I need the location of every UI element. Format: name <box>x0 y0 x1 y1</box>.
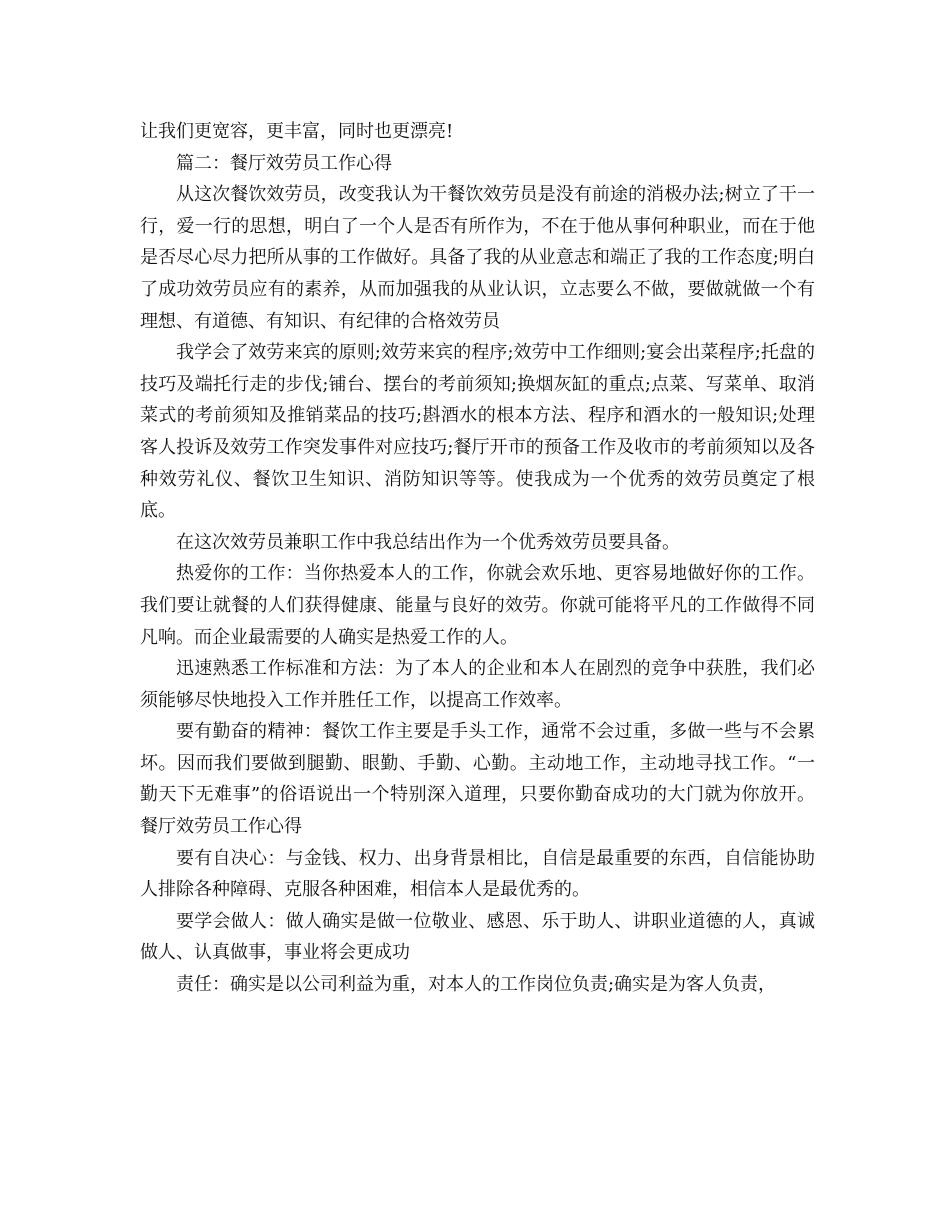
paragraph-responsibility: 责任：确实是以公司利益为重，对本人的工作岗位负责;确实是为客人负责， <box>176 974 777 996</box>
paragraph-diligence: 要有勤奋的精神：餐饮工作主要是手头工作，通常不会过重，多做一些与不会累坏。因而我们要做到腿勤、眼勤、手勤、心勤。主动地工作，主动地寻找工作。“一勤天下无难事”的俗语说出一个特别深入道理，只要你勤奋成功的大门就为你放开。餐厅效劳员工作心得 <box>140 721 815 838</box>
paragraph-learn-standards: 迅速熟悉工作标准和方法：为了本人的企业和本人在剧烈的竞争中获胜，我们必须能够尽快地投入工作并胜任工作，以提高工作效率。 <box>140 658 815 711</box>
paragraph-summary-intro: 在这次效劳员兼职工作中我总结出作为一个优秀效劳员要具备。 <box>176 531 680 553</box>
paragraph-love-your-work: 热爱你的工作：当你热爱本人的工作，你就会欢乐地、更容易地做好你的工作。我们要让就餐的人们获得健康、能量与良好的效劳。你就可能将平凡的工作做得不同凡响。而企业最需要的人确实是热爱工作的人。 <box>140 563 815 648</box>
paragraph-confidence: 要有自决心：与金钱、权力、出身背景相比，自信是最重要的东西，自信能协助人排除各种障碍、克服各种困难，相信本人是最优秀的。 <box>140 847 815 901</box>
paragraph-change-of-mindset: 从这次餐饮效劳员，改变我认为干餐饮效劳员是没有前途的消极办法;树立了干一行，爱一行的思想，明白了一个人是否有所作为，不在于他从事何种职业，而在于他是否尽心尽力把所从事的工作做好。具备了我的从业意志和端正了我的工作态度;明白了成功效劳员应有的素养，从而加强我的从业认识，立志要么不做，要做就做一个有理想、有道德、有知识、有纪律的合格效劳员 <box>140 184 815 332</box>
paragraph-closing-line: 让我们更宽容，更丰富，同时也更漂亮! <box>140 121 454 142</box>
section-heading: 篇二：餐厅效劳员工作心得 <box>176 152 392 174</box>
paragraph-skills-learned: 我学会了效劳来宾的原则;效劳来宾的程序;效劳中工作细则;宴会出菜程序;托盘的技巧及端托行走的步伐;铺台、摆台的考前须知;换烟灰缸的重点;点菜、写菜单、取消菜式的考前须知及推销菜品的技巧;斟酒水的根本方法、程序和酒水的一般知识;处理客人投诉及效劳工作突发事件对应技巧;餐厅开市的预备工作及收市的考前须知以及各种效劳礼仪、餐饮卫生知识、消防知识等等。使我成为一个优秀的效劳员奠定了根底。 <box>140 342 815 522</box>
paragraph-be-a-good-person: 要学会做人：做人确实是做一位敬业、感恩、乐于助人、讲职业道德的人，真诚做人、认真做事，事业将会更成功 <box>140 910 815 964</box>
document-page <box>140 116 815 1001</box>
